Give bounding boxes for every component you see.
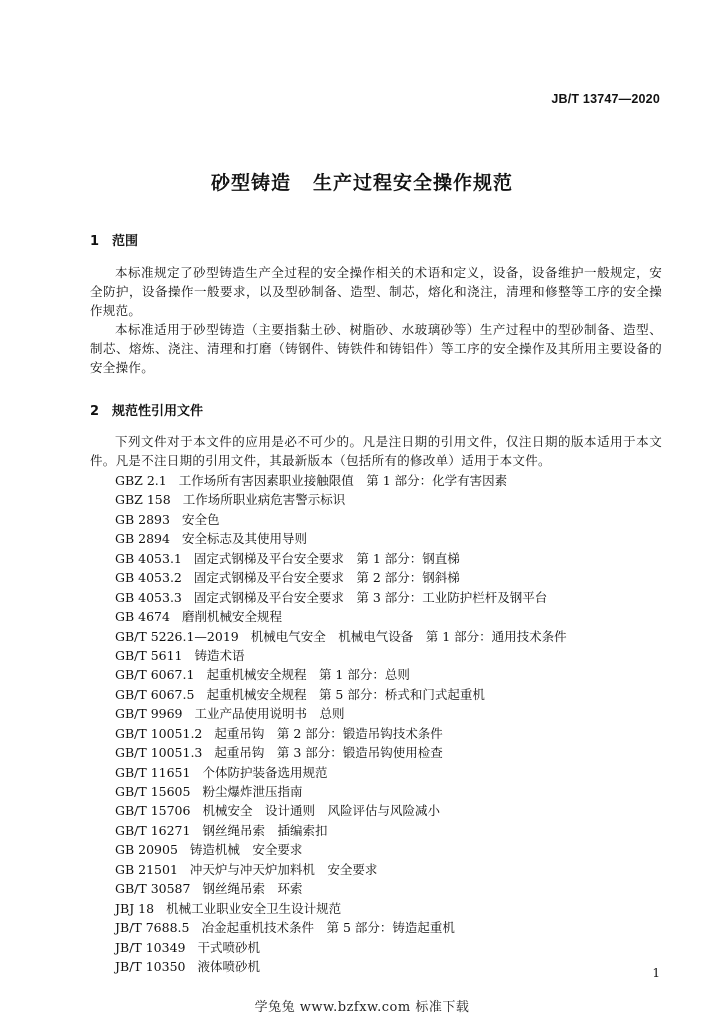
reference-code: GB/T 5611 (115, 647, 183, 663)
reference-code: GB/T 5226.1—2019 (115, 628, 239, 644)
reference-title: 个体防护装备选用规范 (202, 764, 328, 780)
page-number: 1 (652, 966, 660, 980)
reference-item (115, 646, 567, 665)
reference-code: GB/T 11651 (115, 764, 191, 780)
reference-title: 干式喷砂机 (197, 939, 260, 955)
reference-item (115, 743, 567, 762)
reference-code: GB/T 15605 (115, 784, 191, 799)
section-1-paragraph-2: 本标准适用于砂型铸造（主要指黏土砂、树脂砂、水玻璃砂等）生产过程中的型砂制备、造型、制芯、熔炼、浇注、清理和打磨（铸钢件、铸铁件和铸铝件）等工序的安全操作及其所用主要设备的安全操作。 (90, 322, 662, 375)
reference-code: GB 4674 (115, 609, 170, 625)
reference-item (115, 957, 567, 976)
reference-item (115, 860, 567, 879)
reference-code: JB/T 10350 (115, 958, 186, 974)
reference-item (115, 665, 567, 684)
section-2-intro: 下列文件对于本文件的应用是必不可少的。凡是注日期的引用文件，仅注日期的版本适用于本文件。凡是不注日期的引用文件，其最新版本（包括所有的修改单）适用于本文件。 (90, 434, 662, 468)
reference-item (115, 918, 567, 937)
reference-title: 钢丝绳吊索 插编索扣 (202, 822, 328, 838)
reference-title: 起重吊钩 第 2 部分：锻造吊钩技术条件 (214, 725, 443, 741)
section-1-number: 1 (90, 234, 100, 249)
reference-title: 工作场所职业病危害警示标识 (182, 492, 346, 508)
section-1-heading (90, 230, 138, 249)
reference-item (115, 840, 567, 859)
reference-title: 固定式钢梯及平台安全要求 第 3 部分：工业防护栏杆及钢平台 (193, 589, 548, 605)
reference-title: 钢丝绳吊索 环索 (202, 881, 303, 897)
reference-code: GB/T 10051.2 (115, 725, 203, 741)
document-title (0, 168, 724, 195)
section-1-paragraph-1: 本标准规定了砂型铸造生产全过程的安全操作相关的术语和定义，设备，设备维护一般规定，安全防护，设备操作一般要求，以及型砂制备、造型、制芯，熔化和浇注，清理和修整等工序的安全操作规范。 (90, 265, 662, 318)
reference-title: 液体喷砂机 (197, 958, 260, 974)
reference-title: 安全色 (181, 511, 220, 527)
reference-item (115, 588, 567, 607)
reference-title: 固定式钢梯及平台安全要求 第 2 部分：钢斜梯 (193, 570, 460, 586)
reference-item (115, 490, 567, 509)
reference-code: JBJ 18 (115, 900, 155, 916)
reference-item (115, 510, 567, 529)
reference-code: GB/T 30587 (115, 881, 191, 897)
reference-item (115, 763, 567, 782)
reference-code: GB 4053.1 (115, 550, 182, 566)
site-watermark: 学兔兔 www.bzfxw.com 标准下载 (254, 1000, 470, 1015)
reference-title: 铸造术语 (194, 647, 245, 663)
reference-title: 冲天炉与冲天炉加料机 安全要求 (189, 861, 378, 877)
reference-code: GB/T 6067.1 (115, 667, 195, 683)
reference-title: 冶金起重机技术条件 第 5 部分：铸造起重机 (201, 920, 455, 936)
reference-title: 铸造机械 安全要求 (189, 842, 303, 858)
reference-item (115, 704, 567, 723)
reference-item (115, 782, 567, 801)
document-title-part1: 砂型铸造 (210, 172, 291, 194)
reference-code: GB/T 6067.5 (115, 686, 195, 702)
section-2-number: 2 (90, 404, 100, 419)
reference-item (115, 627, 567, 646)
reference-code: GB 4053.3 (115, 589, 182, 605)
reference-title: 机械电气安全 机械电气设备 第 1 部分：通用技术条件 (250, 628, 567, 644)
reference-item (115, 801, 567, 820)
reference-title: 起重机械安全规程 第 1 部分：总则 (206, 667, 410, 683)
reference-code: GB 2893 (115, 511, 170, 527)
reference-title: 安全标志及其使用导则 (181, 531, 307, 547)
reference-item (115, 471, 567, 490)
reference-title: 固定式钢梯及平台安全要求 第 1 部分：钢直梯 (193, 550, 460, 566)
reference-item (115, 899, 567, 918)
section-1-title: 范围 (112, 234, 139, 249)
reference-code: JB/T 7688.5 (115, 920, 190, 936)
reference-code: GB 20905 (115, 842, 178, 858)
reference-title: 起重吊钩 第 3 部分：锻造吊钩使用检查 (214, 745, 443, 761)
document-title-part2: 生产过程安全操作规范 (313, 172, 514, 194)
section-2-heading (90, 400, 203, 419)
reference-item (115, 529, 567, 548)
reference-item (115, 549, 567, 568)
reference-item (115, 938, 567, 957)
standard-code: JB/T 13747—2020 (551, 92, 660, 106)
reference-code: GB/T 15706 (115, 803, 191, 819)
reference-code: GB 21501 (115, 861, 178, 877)
reference-item (115, 879, 567, 898)
reference-code: GBZ 2.1 (115, 473, 167, 488)
reference-code: GB 2894 (115, 531, 170, 547)
reference-list (115, 471, 567, 976)
reference-title: 起重机械安全规程 第 5 部分：桥式和门式起重机 (206, 686, 485, 702)
reference-code: JB/T 10349 (115, 939, 186, 955)
section-2-title: 规范性引用文件 (112, 404, 204, 419)
reference-title: 磨削机械安全规程 (181, 609, 282, 625)
reference-item (115, 568, 567, 587)
reference-code: GB/T 16271 (115, 822, 191, 838)
reference-title: 机械安全 设计通则 风险评估与风险减小 (202, 803, 440, 819)
reference-item (115, 607, 567, 626)
reference-item (115, 724, 567, 743)
reference-title: 机械工业职业安全卫生设计规范 (166, 900, 342, 916)
reference-title: 工作场所有害因素职业接触限值 第 1 部分：化学有害因素 (178, 473, 508, 488)
reference-item (115, 685, 567, 704)
reference-code: GBZ 158 (115, 492, 171, 508)
reference-code: GB/T 10051.3 (115, 745, 203, 761)
reference-code: GB 4053.2 (115, 570, 182, 586)
reference-title: 工业产品使用说明书 总则 (194, 706, 345, 722)
reference-title: 粉尘爆炸泄压指南 (202, 784, 303, 799)
reference-code: GB/T 9969 (115, 706, 183, 722)
reference-item (115, 821, 567, 840)
